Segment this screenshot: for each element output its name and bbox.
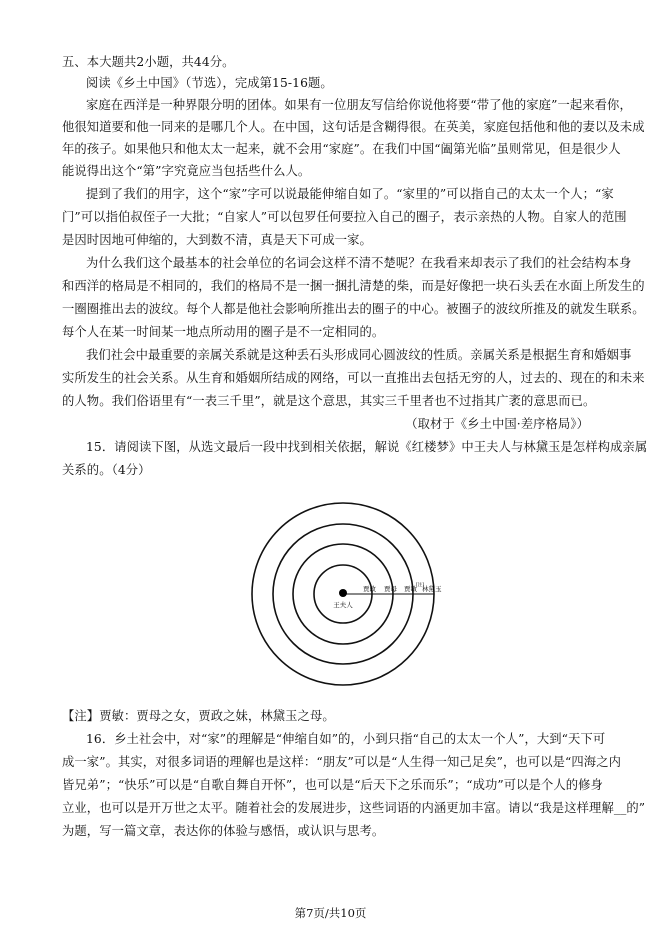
- question-15-line: 15．请阅读下图，从选文最后一段中找到相关依据，解说《红楼梦》中王夫人与林黛玉是怎样构成亲属: [86, 440, 648, 454]
- question-16-line: 立业，也可以是开万世之太平。随着社会的发展进步，这些词语的内涵更加丰富。请以“我是这样理解__的”: [62, 801, 646, 815]
- passage-line: 家庭在西洋是一种界限分明的团体。如果有一位朋友写信给你说他将要“带了他的家庭”一起来看你，: [86, 98, 632, 112]
- center-dot: [339, 589, 347, 597]
- passage-line: 和西洋的格局是不相同的，我们的格局不是一捆一捆扎清楚的柴，而是好像把一块石头丢在水面上所发生的: [62, 279, 645, 293]
- passage-line: 门”可以指伯叔侄子一大批；“自家人”可以包罗任何要拉入自己的圈子，表示亲热的人物。自家人的范围: [62, 210, 627, 224]
- note-mark: [注]: [416, 583, 425, 588]
- center-label: 王夫人: [333, 601, 353, 609]
- question-16-line: 成一家”。其实，对很多词语的理解也是这样：“朋友”可以是“人生得一知己足矣”，也可以是“四海之内: [62, 755, 621, 769]
- question-16-line: 皆兄弟”；“快乐”可以是“自歌自舞自开怀”，也可以是“后天下之乐而乐”；“成功”可以是个人的修身: [62, 778, 603, 792]
- passage-line: 为什么我们这个最基本的社会单位的名词会这样不清不楚呢？在我看来却表示了我们的社会结构本身: [86, 256, 632, 270]
- passage-source: （取材于《乡土中国·差序格局》）: [405, 417, 589, 431]
- ring-label-jiamu: 贾母: [384, 585, 397, 593]
- passage-line: 能说得出这个“第”字究竟应当包括些什么人。: [62, 164, 311, 178]
- question-16-line: 16．乡土社会中，对“家”的理解是“伸缩自如”的，小到只指“自己的太太一个人”，大到“天下可: [86, 732, 606, 746]
- passage-line: 一圈圈推出去的波纹。每个人都是他社会影响所推出去的圈子的中心。被圈子的波纹所推及的就发生联系。: [62, 302, 645, 316]
- passage-line: 年的孩子。如果他只和他太太一起来，就不会用“家庭”。在我们中国“阖第光临”虽则常见，但是很少人: [62, 142, 621, 156]
- page-footer: 第7页/共10页: [294, 906, 367, 920]
- passage-line: 我们社会中最重要的亲属关系就是这种丢石头形成同心圆波纹的性质。亲属关系是根据生育和婚姻事: [86, 348, 632, 362]
- reading-intro: 阅读《乡土中国》（节选），完成第15-16题。: [86, 76, 333, 90]
- ring-label-jiamin: 贾敏: [404, 585, 417, 593]
- question-16-line: 为题，写一篇文章，表达你的体验与感悟，或认识与思考。: [62, 824, 385, 838]
- passage-line: 他很知道要和他一同来的是哪几个人。在中国，这句话是含糊得很。在英美，家庭包括他和他的妻以及未成: [62, 120, 645, 134]
- question-15-line: 关系的。（4分）: [62, 463, 151, 477]
- passage-line: 的人物。我们俗语里有“一表三千里”，就是这个意思，其实三千里者也不过指其广袤的意思而已。: [62, 394, 596, 408]
- passage-line: 每个人在某一时间某一地点所动用的圈子是不一定相同的。: [62, 325, 385, 339]
- concentric-circles-diagram: [248, 482, 442, 692]
- passage-line: 实所发生的社会关系。从生育和婚姻所结成的网络，可以一直推出去包括无穷的人，过去的、现在的和未来: [62, 371, 645, 385]
- diagram-note: 【注】贾敏：贾母之女，贾政之妹，林黛玉之母。: [62, 709, 335, 723]
- section-heading: 五、本大题共2小题，共44分。: [62, 55, 235, 69]
- ring-label-jiazheng: 贾政: [363, 585, 376, 593]
- passage-line: 是因时因地可伸缩的，大到数不清，真是天下可成一家。: [62, 233, 372, 247]
- ring-label-lindaiyu: 林黛玉: [422, 585, 442, 593]
- passage-line: 提到了我们的用字，这个“家”字可以说最能伸缩自如了。“家里的”可以指自己的太太一个人；“家: [86, 187, 614, 201]
